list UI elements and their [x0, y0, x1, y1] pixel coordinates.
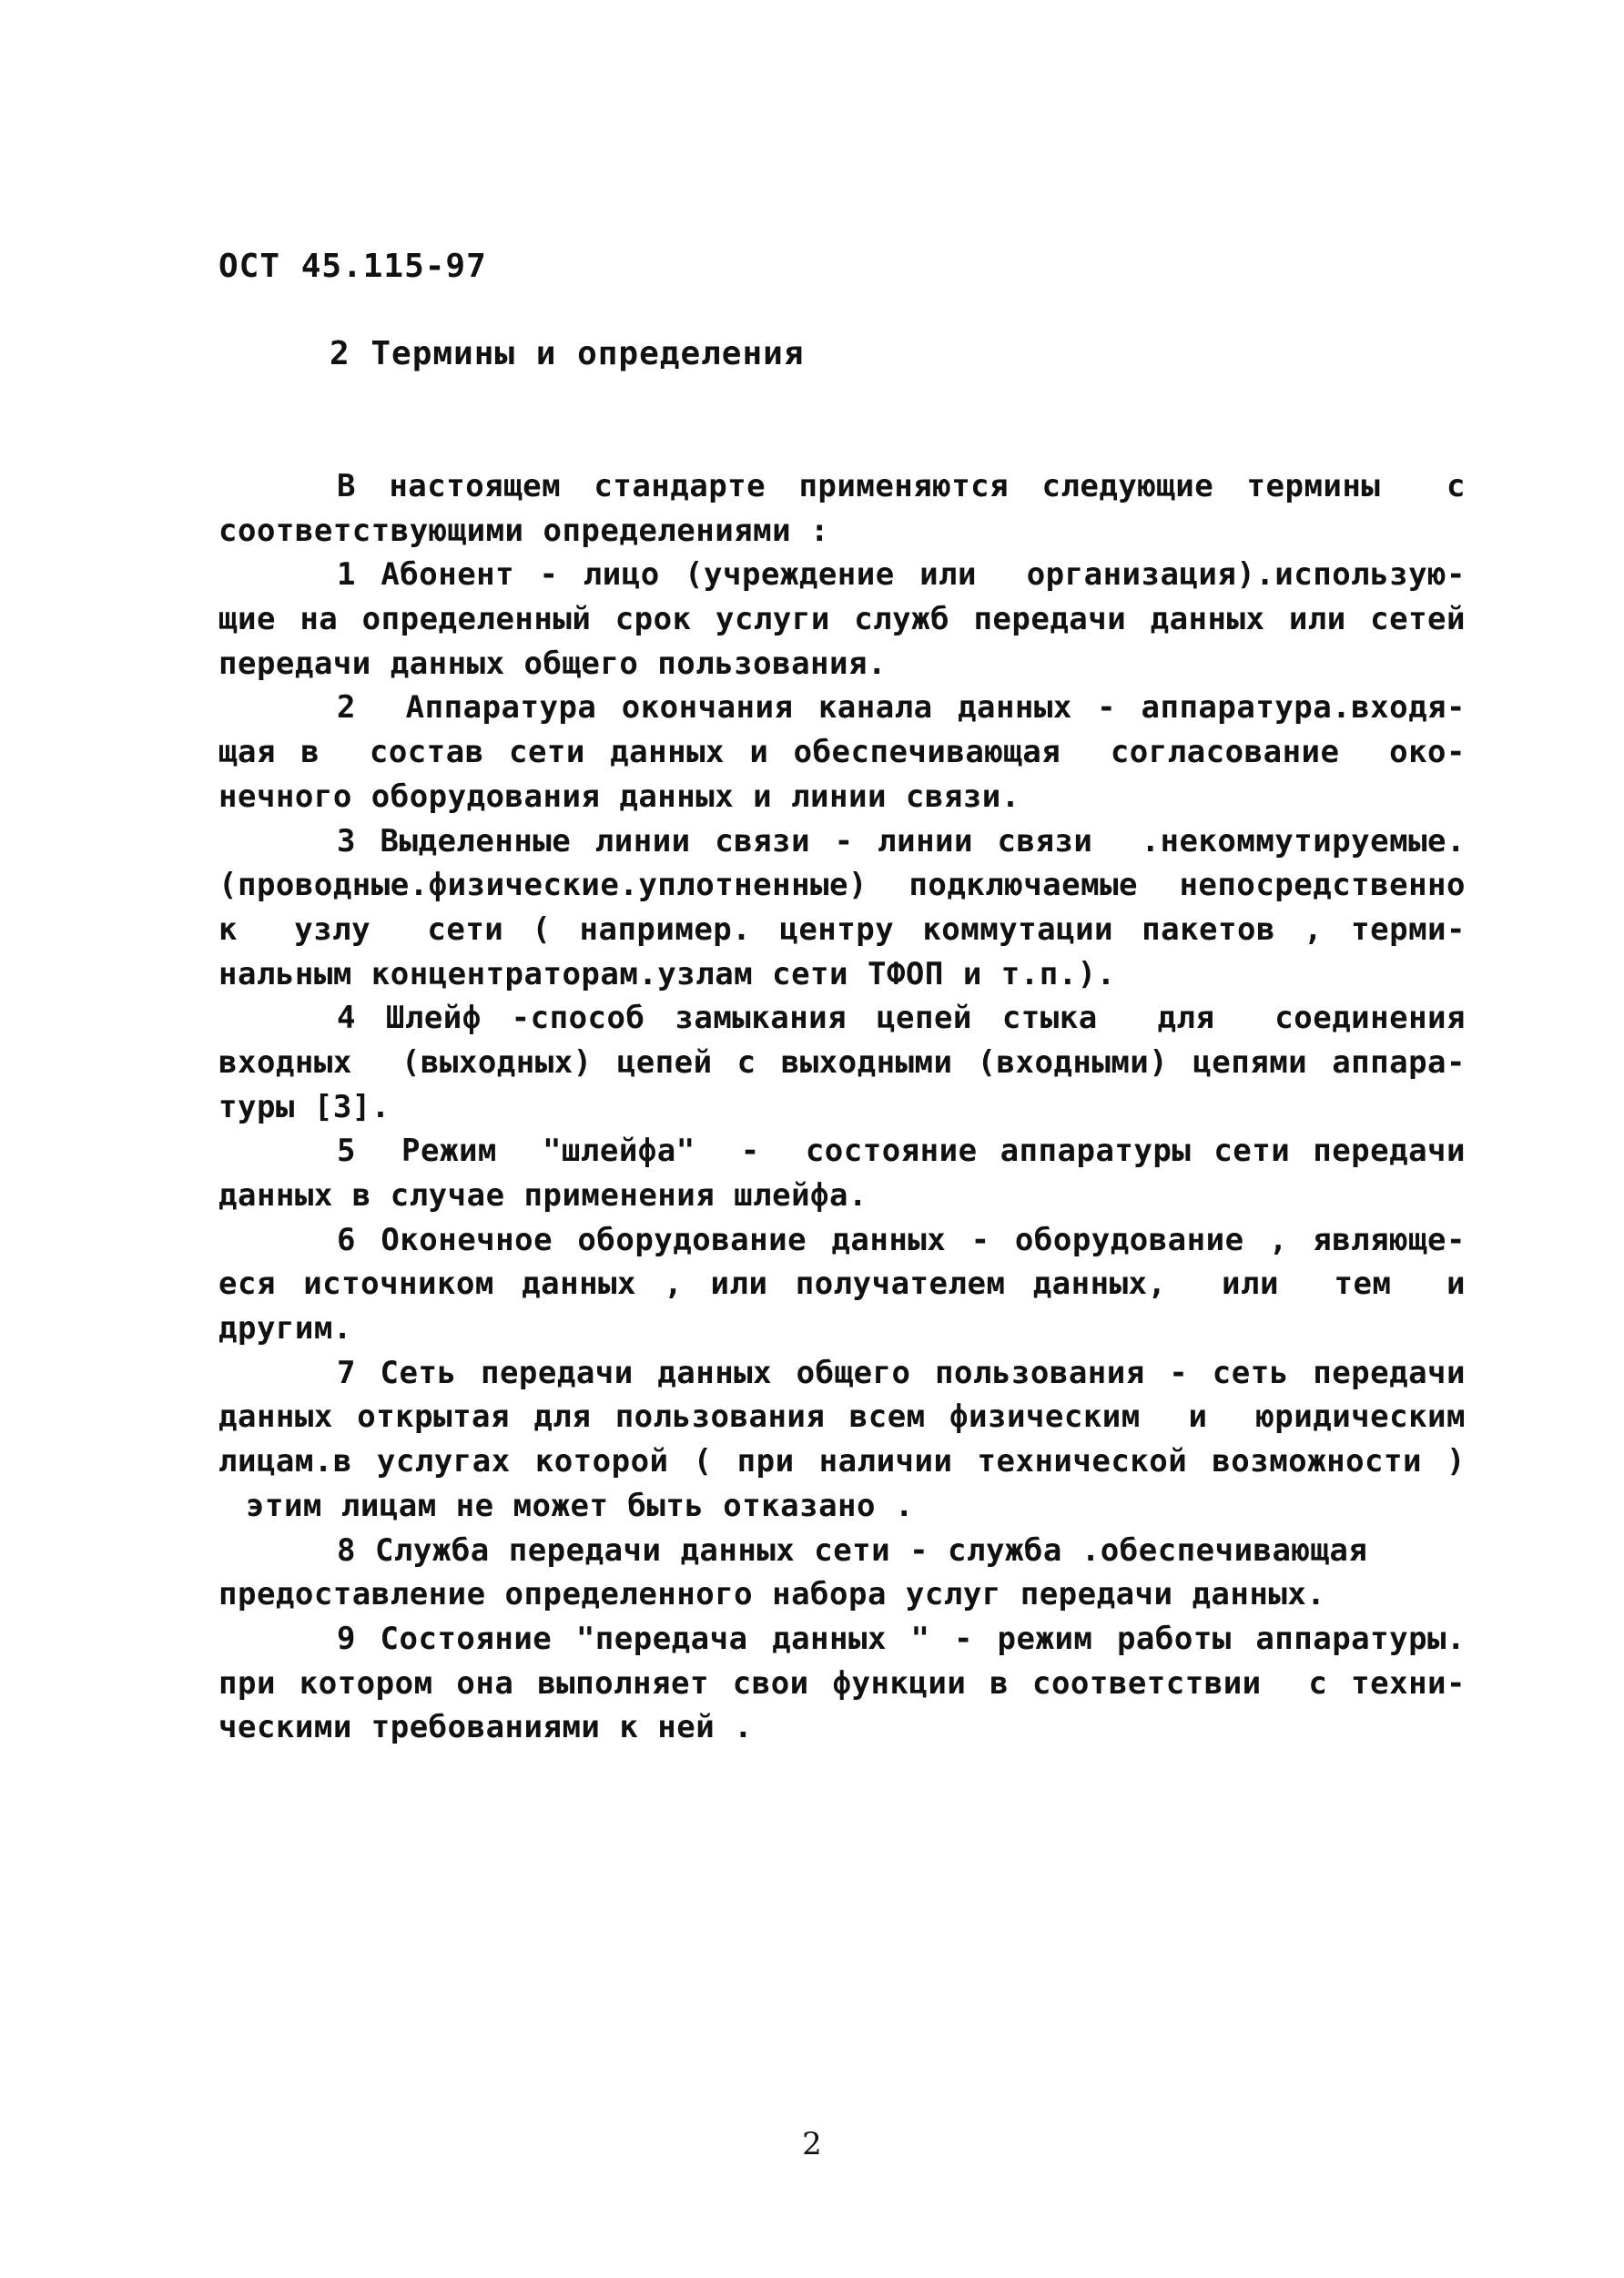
- text-line: туры [3].: [218, 1088, 391, 1125]
- text-line: нальным концентраторам.узлам сети ТФОП и т.п.).: [218, 955, 1116, 992]
- text-line: данных открытая для пользования всем физическим и юридическим: [218, 1398, 1466, 1436]
- body-text: [218, 464, 1466, 1750]
- text-line: передачи данных общего пользования.: [218, 645, 887, 682]
- text-line: другим.: [218, 1310, 352, 1347]
- text-line: еся источником данных , или получателем данных, или тем и: [218, 1266, 1466, 1303]
- text-line: 1 Абонент - лицо (учреждение или организация).использую-: [337, 556, 1466, 594]
- text-line: 5 Режим "шлейфа" - состояние аппаратуры сети передачи: [337, 1133, 1466, 1170]
- document-code: ОСТ 45.115-97: [218, 248, 487, 285]
- text-line: 3 Выделенные линии связи - линии связи .некоммутируемые.: [337, 822, 1466, 859]
- text-line: 4 Шлейф -способ замыкания цепей стыка для соединения: [337, 1000, 1466, 1037]
- text-line: щая в состав сети данных и обеспечивающая согласование око-: [218, 734, 1466, 771]
- text-line: (проводные.физические.уплотненные) подключаемые непосредственно: [218, 867, 1466, 904]
- text-line: 9 Состояние "передача данных " - режим работы аппаратуры.: [337, 1620, 1466, 1657]
- text-line: 7 Сеть передачи данных общего пользования - сеть передачи: [337, 1354, 1466, 1391]
- text-line: предоставление определенного набора услуг передачи данных.: [218, 1576, 1326, 1613]
- page-number: 2: [802, 2126, 822, 2162]
- text-line: этим лицам не может быть отказано .: [246, 1487, 914, 1524]
- text-line: ческими требованиями к ней .: [218, 1709, 754, 1746]
- text-line: 6 Оконечное оборудование данных - оборудование , являюще-: [337, 1221, 1466, 1258]
- text-line: нечного оборудования данных и линии связи.: [218, 778, 1020, 815]
- text-line: В настоящем стандарте применяются следующие термины с: [337, 468, 1466, 504]
- text-line: щие на определенный срок услуги служб передачи данных или сетей: [218, 601, 1466, 638]
- text-line: соответствующими определениями :: [218, 512, 830, 549]
- text-line: лицам.в услугах которой ( при наличии технической возможности ): [218, 1443, 1466, 1480]
- text-line: при котором она выполняет свои функции в соответствии с техни-: [218, 1664, 1466, 1702]
- text-line: входных (выходных) цепей с выходными (входными) цепями аппара-: [218, 1043, 1466, 1081]
- text-line: к узлу сети ( например. центру коммутации пакетов , терми-: [218, 910, 1466, 948]
- text-line: 2 Аппаратура окончания канала данных - аппаратура.входя-: [337, 689, 1466, 727]
- text-line: данных в случае применения шлейфа.: [218, 1177, 868, 1214]
- text-line: 8 Служба передачи данных сети - служба .обеспечивающая: [337, 1531, 1368, 1569]
- section-title: 2 Термины и определения: [330, 335, 805, 372]
